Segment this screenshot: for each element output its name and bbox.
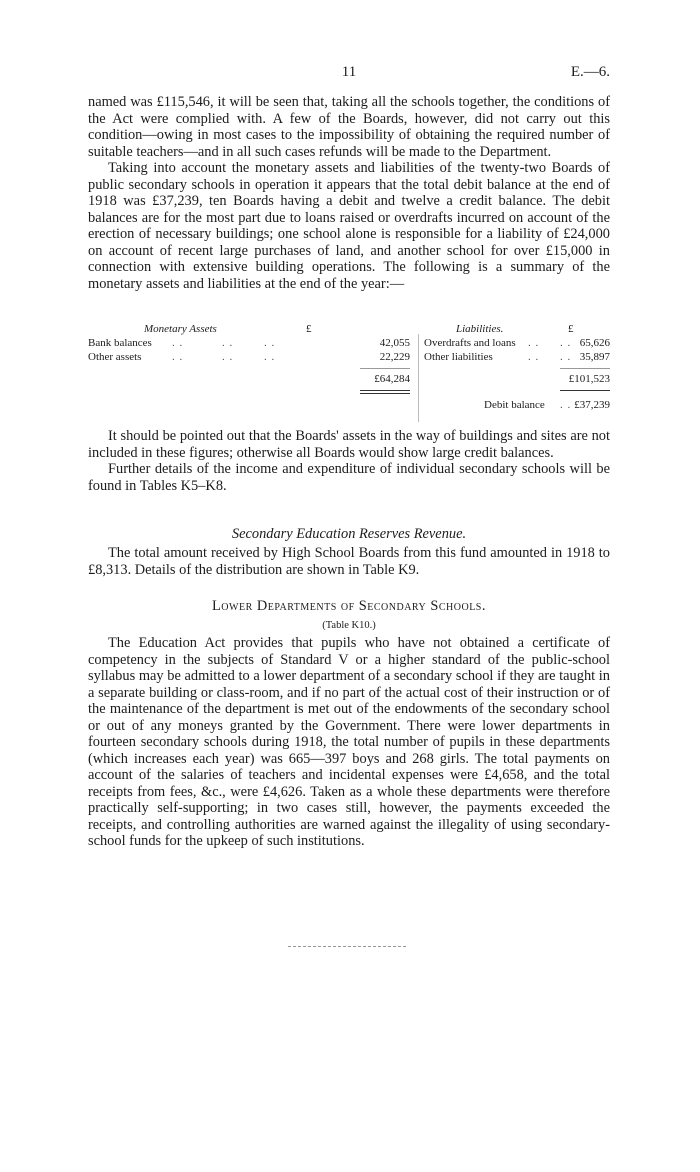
total-rule xyxy=(360,393,410,394)
asset-value: 22,229 xyxy=(379,351,410,363)
leader-dots: . . xyxy=(172,337,184,349)
debit-balance-label: Debit balance xyxy=(484,399,545,411)
leader-dots: . . xyxy=(528,351,540,363)
body-text-reserves xyxy=(88,545,610,578)
asset-value: 42,055 xyxy=(379,337,410,349)
body-text-top xyxy=(88,94,610,292)
body-text-middle xyxy=(88,428,610,494)
paragraph: Taking into account the monetary assets and liabilities of the twenty-two Boards of public secondary schools in operation it appears that the total debit balance at the end of 1918 was £37,239, ten Boards having a debit and twelve a credit balance. The debit balances are for the most part due to loans raised or overdrafts incurred on account of the erection of necessary buildings; one school alone is responsible for a liability of £24,000 on account of recent large purchases of land, and another school for over £15,000 in connection with extensive building operations. The following is a summary of the monetary assets and liabilities at the end of the year:— xyxy=(88,160,610,292)
asset-label: Other assets xyxy=(88,351,142,363)
leader-dots: . . xyxy=(264,337,276,349)
subtotal-rule xyxy=(560,368,610,369)
liability-label: Overdrafts and loans xyxy=(424,337,516,349)
leader-dots: . . xyxy=(264,351,276,363)
leader-dots: . . xyxy=(560,351,572,363)
currency-symbol: £ xyxy=(306,323,312,335)
liabilities-total: £101,523 xyxy=(568,373,610,385)
subtotal-rule xyxy=(360,368,410,369)
page-number: 11 xyxy=(341,64,357,80)
leader-dots: . . xyxy=(222,351,234,363)
assets-liabilities-table xyxy=(88,322,610,422)
document-reference: E.—6. xyxy=(570,64,610,80)
debit-balance-value: £37,239 xyxy=(574,399,610,411)
liability-value: 35,897 xyxy=(579,351,610,363)
leader-dots: . . xyxy=(528,337,540,349)
paragraph: The total amount received by High School Boards from this fund amounted in 1918 to £8,313. Details of the distribution are shown in Table K9. xyxy=(88,545,610,578)
paragraph: The Education Act provides that pupils who have not obtained a certificate of competency in the subjects of Standard V or a higher standard of the public-school syllabus may be admitted to a lower department of a secondary school if they are taught in a separate building or class-room, and if no part of the actual cost of their instruction or of the maintenance of the department is met out of the endowments of the secondary school or out of any moneys granted by the Government. There were lower departments in fourteen secondary schools during 1918, the total number of pupils in these departments (which increases each year) was 665—397 boys and 268 girls. The total payments on account of the salaries of teachers and incidental expenses were £4,658, and the total receipts from fees, &c., were £4,626. Taken as a whole these departments were therefore practically self-supporting; in two cases still, however, the payments exceeded the receipts, and controlling authorities are warned against the illegality of using secondary-school funds for the upkeep of such institutions. xyxy=(88,635,610,849)
liability-label: Other liabilities xyxy=(424,351,493,363)
liabilities-heading: Liabilities. xyxy=(456,323,504,335)
table-divider xyxy=(418,334,419,422)
assets-heading: Monetary Assets xyxy=(144,323,217,335)
leader-dots: . . xyxy=(560,399,572,411)
body-text-lower xyxy=(88,635,610,850)
paragraph: named was £115,546, it will be seen that, taking all the schools together, the conditions of the Act were complied with. A few of the Boards, however, did not carry out this condition—owing in most cases to the impossibility of obtaining the required number of suitable teachers—and in all such cases refunds will be made to the Department. xyxy=(88,94,610,160)
total-rule xyxy=(560,390,610,391)
liability-value: 65,626 xyxy=(579,337,610,349)
page-header xyxy=(88,64,610,84)
leader-dots: . . xyxy=(560,337,572,349)
section-heading-reserves: Secondary Education Reserves Revenue. xyxy=(231,526,467,542)
paragraph: It should be pointed out that the Boards' assets in the way of buildings and sites are not included in these figures; otherwise all Boards would show large credit balances. xyxy=(88,428,610,461)
total-rule xyxy=(360,390,410,391)
currency-symbol: £ xyxy=(568,323,574,335)
assets-total: £64,284 xyxy=(374,373,410,385)
section-subheading-table-ref: (Table K10.) xyxy=(322,620,376,631)
paragraph: Further details of the income and expenditure of individual secondary schools will be found in Tables K5–K8. xyxy=(88,461,610,494)
asset-label: Bank balances xyxy=(88,337,152,349)
leader-dots: . . xyxy=(172,351,184,363)
end-rule xyxy=(288,946,406,947)
section-heading-lower-departments: Lower Departments of Secondary Schools. xyxy=(212,598,486,614)
leader-dots: . . xyxy=(222,337,234,349)
